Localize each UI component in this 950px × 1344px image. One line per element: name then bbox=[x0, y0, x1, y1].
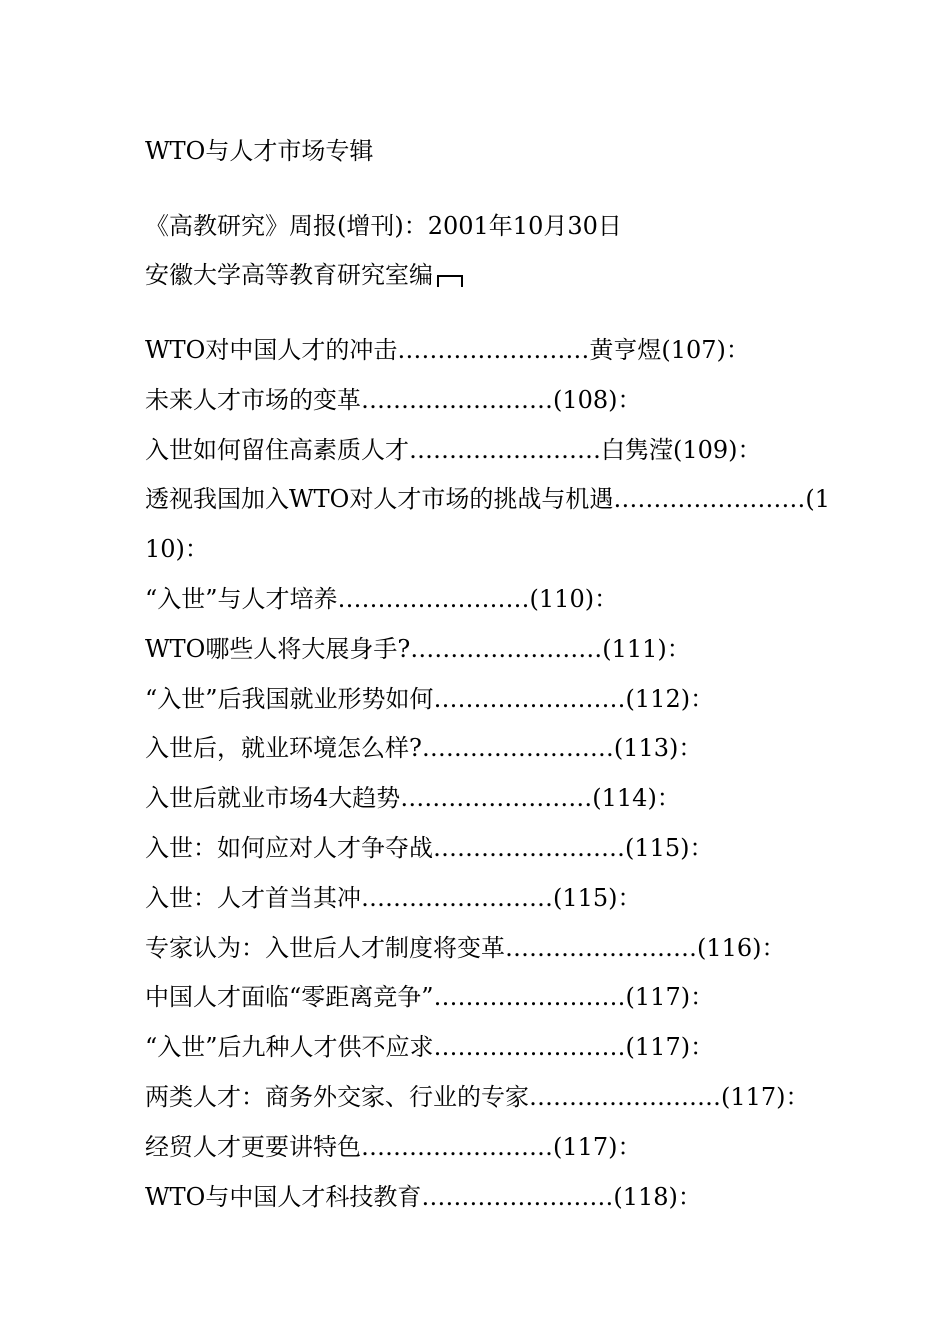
editor-text: 安徽大学高等教育研究室编 bbox=[145, 261, 433, 289]
toc-entry: 入世：如何应对人才争夺战……………………(115)： bbox=[145, 833, 714, 862]
toc-entry: 入世后就业市场4大趋势……………………(114)： bbox=[145, 784, 681, 813]
document-title: WTO与人才市场专辑 bbox=[145, 137, 374, 165]
toc-entry: 经贸人才更要讲特色……………………(117)： bbox=[145, 1132, 642, 1161]
toc-entry: WTO对中国人才的冲击……………………黄亨煜(107)： bbox=[145, 336, 750, 364]
editor-mark-icon bbox=[437, 275, 463, 287]
editor-line bbox=[145, 260, 463, 290]
toc-entry: 透视我国加入WTO对人才市场的挑战与机遇……………………(1 bbox=[145, 485, 830, 514]
toc-entry: “入世”后九种人才供不应求……………………(117)： bbox=[145, 1033, 715, 1062]
toc-entry: 入世如何留住高素质人才……………………白隽滢(109)： bbox=[145, 435, 762, 464]
toc-entry: “入世”与人才培养……………………(110)： bbox=[145, 584, 619, 613]
toc-entry: 专家认为：入世后人才制度将变革……………………(116)： bbox=[145, 933, 786, 962]
toc-entry-continuation: 10)： bbox=[145, 535, 209, 564]
toc-entry: “入世”后我国就业形势如何……………………(112)： bbox=[145, 684, 715, 713]
toc-entry: 入世：人才首当其冲……………………(115)： bbox=[145, 883, 642, 912]
toc-entry: 两类人才：商务外交家、行业的专家……………………(117)： bbox=[145, 1082, 810, 1111]
toc-entry: 入世后，就业环境怎么样?……………………(113)： bbox=[145, 734, 703, 763]
toc-entry: 中国人才面临“零距离竞争”……………………(117)： bbox=[145, 983, 715, 1012]
publication-source: 《高教研究》周报(增刊)：2001年10月30日 bbox=[145, 212, 622, 240]
table-of-contents bbox=[145, 335, 845, 1231]
toc-entry: WTO哪些人将大展身手?……………………(111)： bbox=[145, 634, 691, 663]
toc-entry: WTO与中国人才科技教育……………………(118)： bbox=[145, 1182, 702, 1211]
toc-entry: 未来人才市场的变革……………………(108)： bbox=[145, 385, 642, 414]
